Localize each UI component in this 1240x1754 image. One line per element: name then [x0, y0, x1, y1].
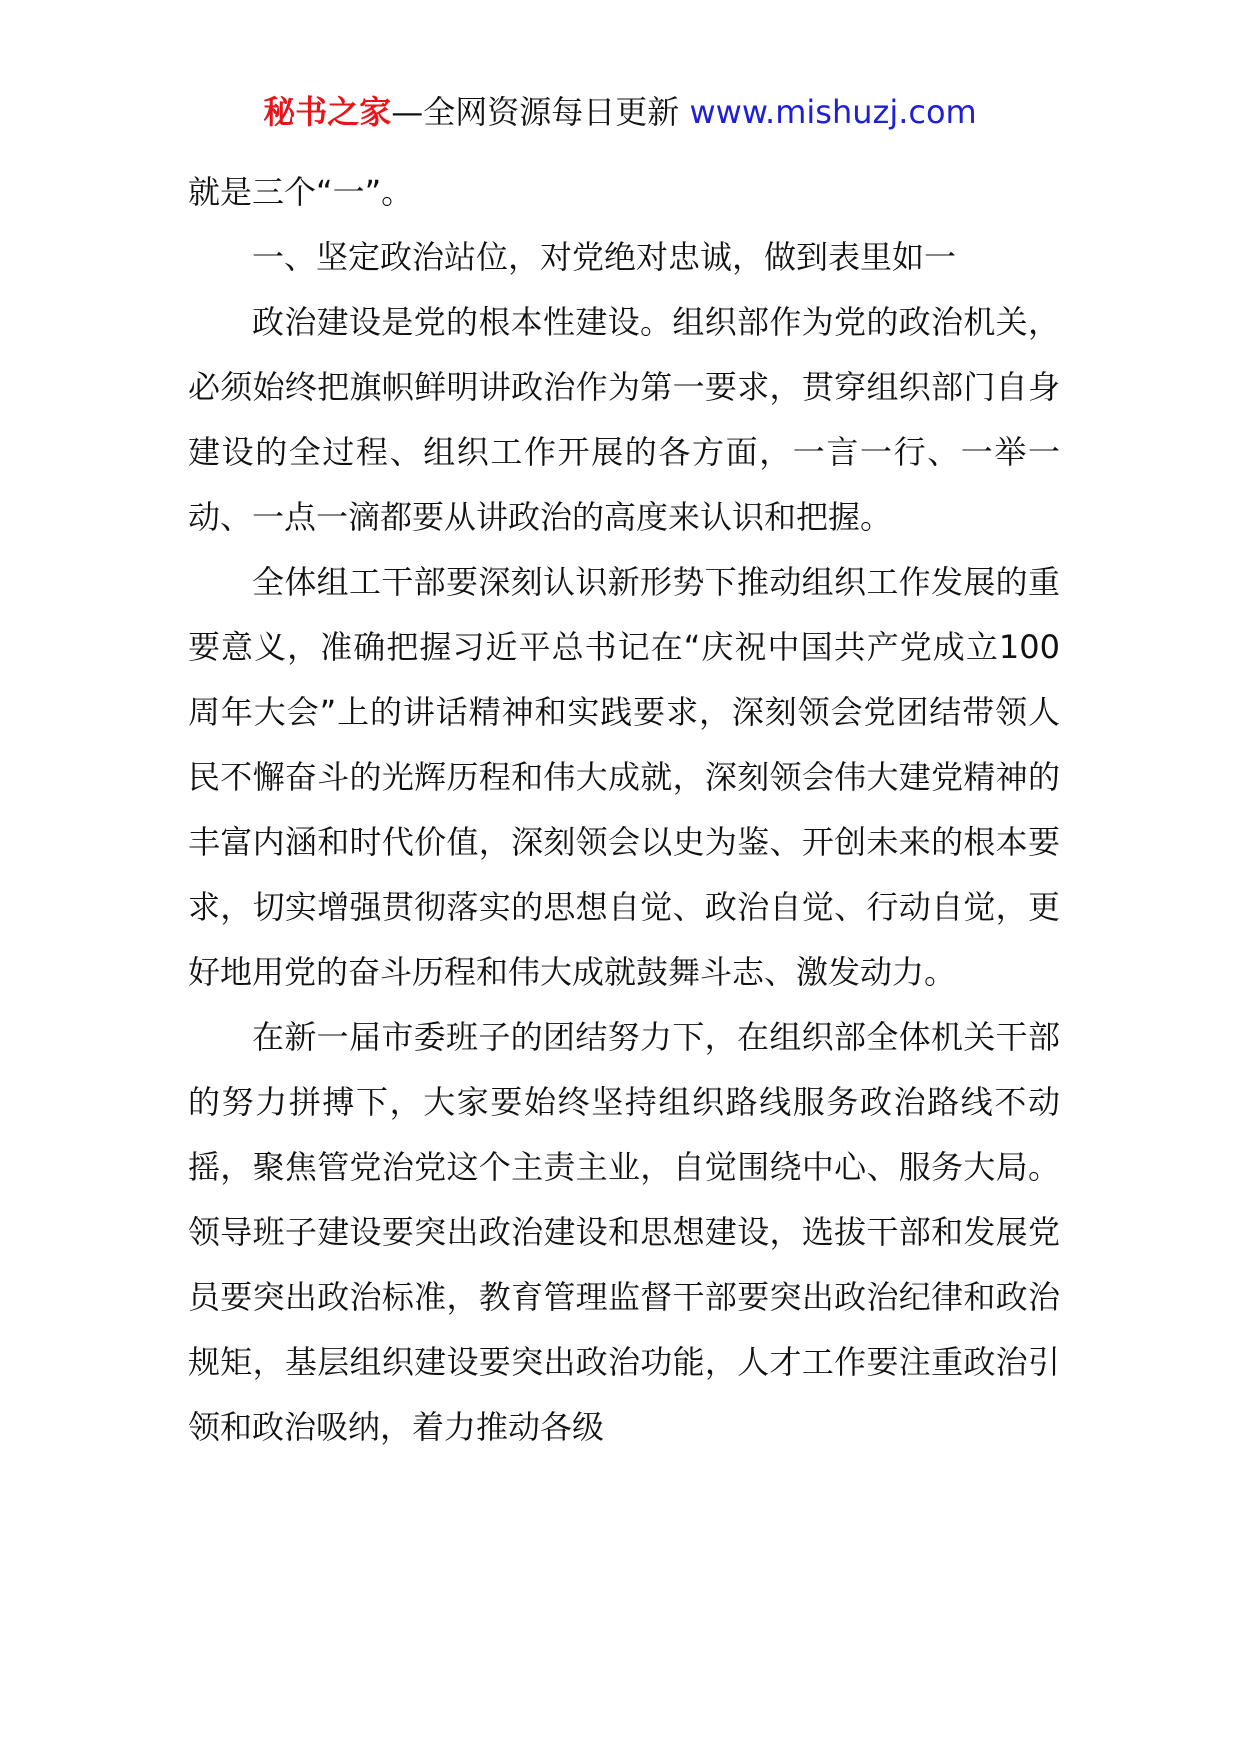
- header-tagline: —全网资源每日更新: [391, 93, 690, 131]
- continuation-paragraph: 就是三个“一”。: [188, 173, 414, 211]
- page-header: [0, 92, 1240, 132]
- section-heading: 一、坚定政治站位，对党绝对忠诚，做到表里如一: [252, 238, 957, 276]
- document-body: [188, 160, 1060, 1460]
- body-paragraph: 在新一届市委班子的团结努力下，在组织部全体机关干部的努力拼搏下，大家要始终坚持组织路线服务政治路线不动摇，聚焦管党治党这个主责主业，自觉围绕中心、服务大局。领导班子建设要突出政治建设和思想建设，选拔干部和发展党员要突出政治标准，教育管理监督干部要突出政治纪律和政治规矩，基层组织建设要突出政治功能，人才工作要注重政治引领和政治吸纳，着力推动各级: [188, 1018, 1060, 1446]
- website-link[interactable]: www.mishuzj.com: [689, 93, 977, 131]
- body-paragraph: 政治建设是党的根本性建设。组织部作为党的政治机关，必须始终把旗帜鲜明讲政治作为第一要求，贯穿组织部门自身建设的全过程、组织工作开展的各方面，一言一行、一举一动、一点一滴都要从讲政治的高度来认识和把握。: [188, 303, 1060, 536]
- body-paragraph: 全体组工干部要深刻认识新形势下推动组织工作发展的重要意义，准确把握习近平总书记在“庆祝中国共产党成立100周年大会”上的讲话精神和实践要求，深刻领会党团结带领人民不懈奋斗的光辉历程和伟大成就，深刻领会伟大建党精神的丰富内涵和时代价值，深刻领会以史为鉴、开创未来的根本要求，切实增强贯彻落实的思想自觉、政治自觉、行动自觉，更好地用党的奋斗历程和伟大成就鼓舞斗志、激发动力。: [188, 563, 1060, 991]
- brand-name: 秘书之家: [263, 93, 392, 131]
